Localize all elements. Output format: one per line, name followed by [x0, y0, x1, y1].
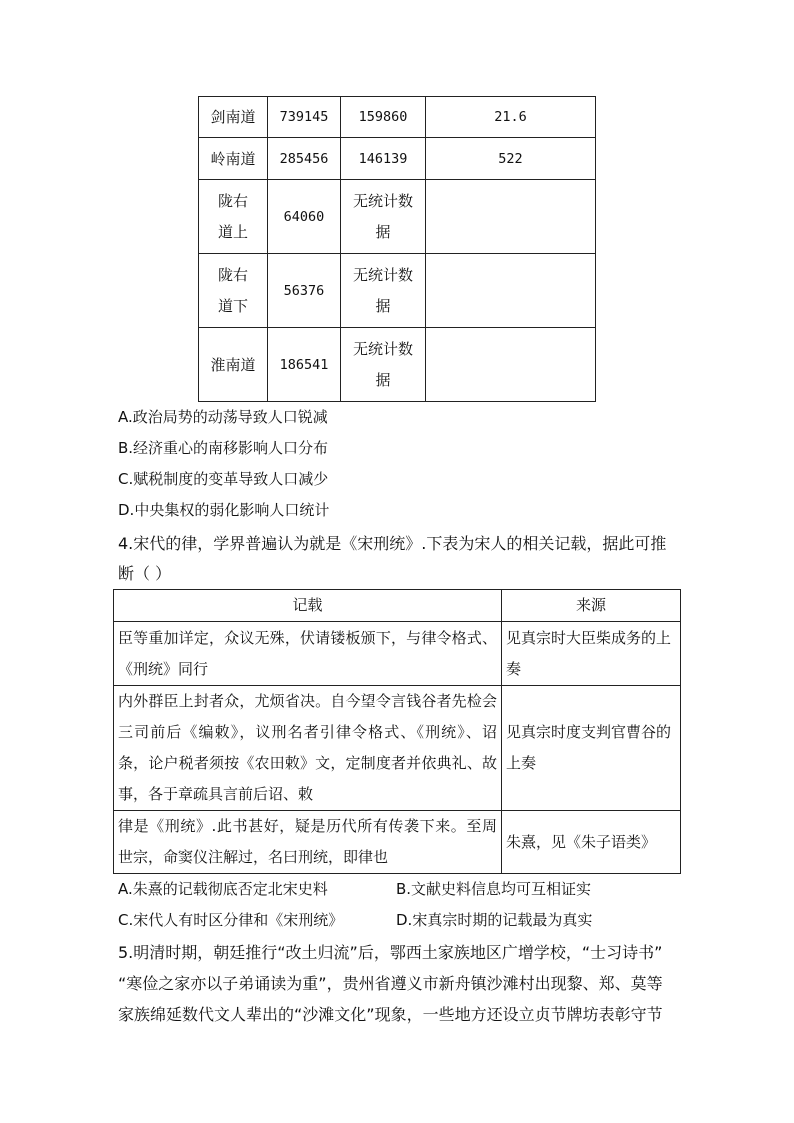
- value-cell: [426, 254, 596, 328]
- header-source: 来源: [502, 590, 681, 622]
- value-cell: 无统计数据: [352, 265, 413, 315]
- q4-stem-line2: 断（ ）: [118, 564, 172, 583]
- value-cell: 146139: [341, 138, 426, 180]
- table-row: [199, 97, 596, 138]
- table-row: [199, 180, 596, 254]
- region-name: 陇右道上: [217, 191, 248, 241]
- value-cell: 64060: [268, 180, 341, 254]
- q5-line3: 家族绵延数代文人辈出的“沙滩文化”现象，一些地方还设立贞节牌坊表彰守节: [118, 1005, 663, 1024]
- value-cell: 56376: [268, 254, 341, 328]
- q3-option-b: B.经济重心的南移影响人口分布: [118, 439, 329, 457]
- q3-option-c: C.赋税制度的变革导致人口减少: [118, 470, 329, 488]
- value-cell: 21.6: [426, 97, 596, 138]
- source-cell: 见真宗时度支判官曹谷的上奏: [502, 686, 681, 811]
- value-cell: [426, 180, 596, 254]
- records-table: [113, 589, 681, 874]
- table-row: [114, 811, 681, 874]
- q4-option-b: B.文献史料信息均可互相证实: [396, 880, 592, 898]
- q4-option-a: A.朱熹的记载彻底否定北宋史料: [118, 880, 328, 898]
- table-row: [199, 328, 596, 402]
- table-row: [114, 622, 681, 686]
- q3-option-d: D.中央集权的弱化影响人口统计: [118, 501, 330, 519]
- value-cell: [426, 328, 596, 402]
- value-cell: 186541: [268, 328, 341, 402]
- value-cell: 无统计数据: [352, 339, 413, 389]
- q4-option-c: C.宋代人有时区分律和《宋刑统》: [118, 911, 344, 929]
- region-name: 陇右道下: [217, 265, 248, 315]
- table-row: [199, 138, 596, 180]
- record-cell: 臣等重加详定，众议无殊，伏请镂板颁下，与律令格式、《刑统》同行: [118, 628, 497, 678]
- value-cell: 159860: [341, 97, 426, 138]
- table-header-row: [114, 590, 681, 622]
- q5-line1: 5.明清时期，朝廷推行“改土归流”后，鄂西土家族地区广增学校，“士习诗书”: [118, 943, 663, 962]
- table-row: [114, 686, 681, 811]
- q3-option-a: A.政治局势的动荡导致人口锐减: [118, 408, 328, 426]
- source-cell: 朱熹，见《朱子语类》: [502, 811, 681, 874]
- region-name: 剑南道: [199, 97, 268, 138]
- value-cell: 无统计数据: [352, 191, 413, 241]
- q5-line2: “寒俭之家亦以子弟诵读为重”，贵州省遵义市新舟镇沙滩村出现黎、郑、莫等: [118, 974, 663, 993]
- q4-stem-line1: 4.宋代的律，学界普遍认为就是《宋刑统》.下表为宋人的相关记载，据此可推: [118, 534, 667, 553]
- population-table: [198, 96, 596, 402]
- region-name: 岭南道: [199, 138, 268, 180]
- region-name: 淮南道: [199, 328, 268, 402]
- table-row: [199, 254, 596, 328]
- header-record: 记载: [114, 590, 502, 622]
- source-cell: 见真宗时大臣柴成务的上奏: [502, 622, 681, 686]
- value-cell: 522: [426, 138, 596, 180]
- q4-option-d: D.宋真宗时期的记载最为真实: [396, 911, 593, 929]
- value-cell: 739145: [268, 97, 341, 138]
- record-cell: 内外群臣上封者众，尤烦省决。自今望令言钱谷者先检会三司前后《编敕》，议刑名者引律令格式、《刑统》、诏条，论户税者须按《农田敕》文，定制度者并依典礼、故事，各于章疏具言前后诏、敕: [118, 692, 497, 803]
- value-cell: 285456: [268, 138, 341, 180]
- record-cell: 律是《刑统》.此书甚好，疑是历代所有传袭下来。至周世宗，命窦仪注解过，名曰刑统，即律也: [118, 817, 497, 866]
